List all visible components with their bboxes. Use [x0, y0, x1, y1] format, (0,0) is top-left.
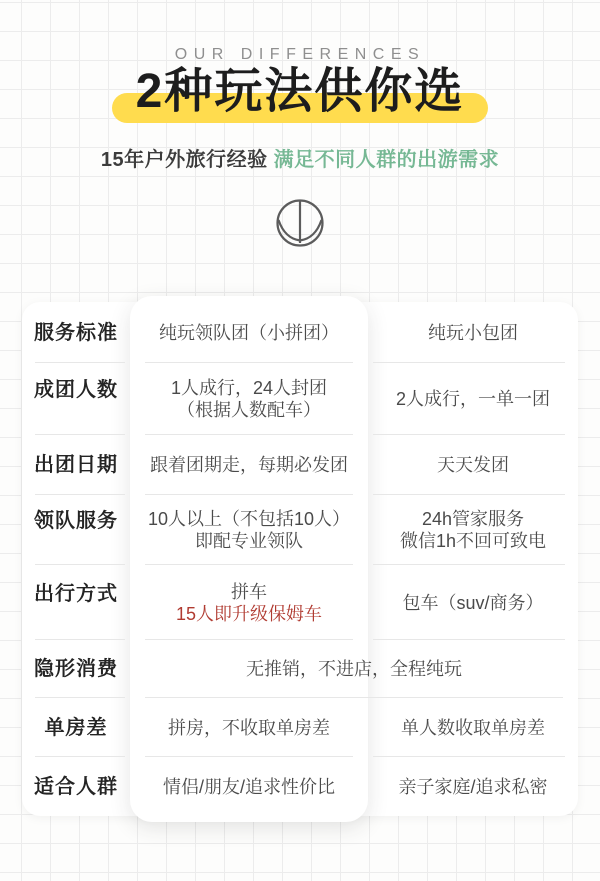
table-row — [22, 565, 578, 640]
table-row — [22, 495, 578, 565]
cell-mid: 10人以上（不包括10人） 即配专业领队 — [130, 495, 368, 565]
cell-span: 无推销，不进店，全程纯玩 — [130, 640, 578, 698]
row-label: 隐形消费 — [22, 640, 130, 698]
page-title: 2种玩法供你选 — [135, 65, 465, 118]
cell-right: 2人成行，一单一团 — [368, 363, 578, 435]
cell-mid: 1人成行，24人封团 （根据人数配车） — [130, 363, 368, 435]
eyebrow-text: OUR DIFFERENCES — [174, 46, 426, 63]
subtitle-right: 满足不同人群的出游需求 — [273, 149, 500, 171]
cell-right: 亲子家庭/追求私密 — [398, 776, 548, 797]
table-row — [22, 435, 578, 495]
table-row — [22, 363, 578, 435]
cell-right: 纯玩小包团 — [368, 302, 578, 363]
cell-mid: 拼房，不收取单房差 — [130, 698, 368, 757]
cell-right: 单人数收取单房差 — [368, 698, 578, 757]
comparison-table — [22, 302, 578, 816]
row-label: 单房差 — [22, 698, 130, 757]
row-label: 领队服务 — [22, 495, 130, 565]
table-row — [22, 302, 578, 363]
row-label: 成团人数 — [22, 363, 130, 435]
subtitle-left: 15年户外旅行经验 — [100, 149, 268, 171]
cell-mid: 纯玩领队团（小拼团） — [130, 302, 368, 363]
row-label: 出团日期 — [22, 435, 130, 495]
table-row — [22, 698, 578, 757]
table-row — [22, 640, 578, 698]
cell-mid: 跟着团期走，每期必发团 — [130, 435, 368, 495]
row-label: 出行方式 — [22, 565, 130, 640]
cell-mid: 拼车 15人即升级保姆车 — [130, 565, 368, 640]
title-block — [0, 66, 600, 126]
table-row — [22, 757, 578, 816]
row-label: 服务标准 — [22, 302, 130, 363]
cell-mid: 情侣/朋友/追求性价比 — [162, 776, 335, 797]
cell-right: 包车（suv/商务） — [368, 565, 578, 640]
cell-right: 24h管家服务 微信1h不回可致电 — [368, 495, 578, 565]
sprout-circle-icon — [273, 196, 327, 250]
subtitle — [0, 143, 600, 172]
row-label: 适合人群 — [34, 775, 118, 798]
alert-text: 15人即升级保姆车 — [175, 603, 323, 624]
cell-right: 天天发团 — [368, 435, 578, 495]
